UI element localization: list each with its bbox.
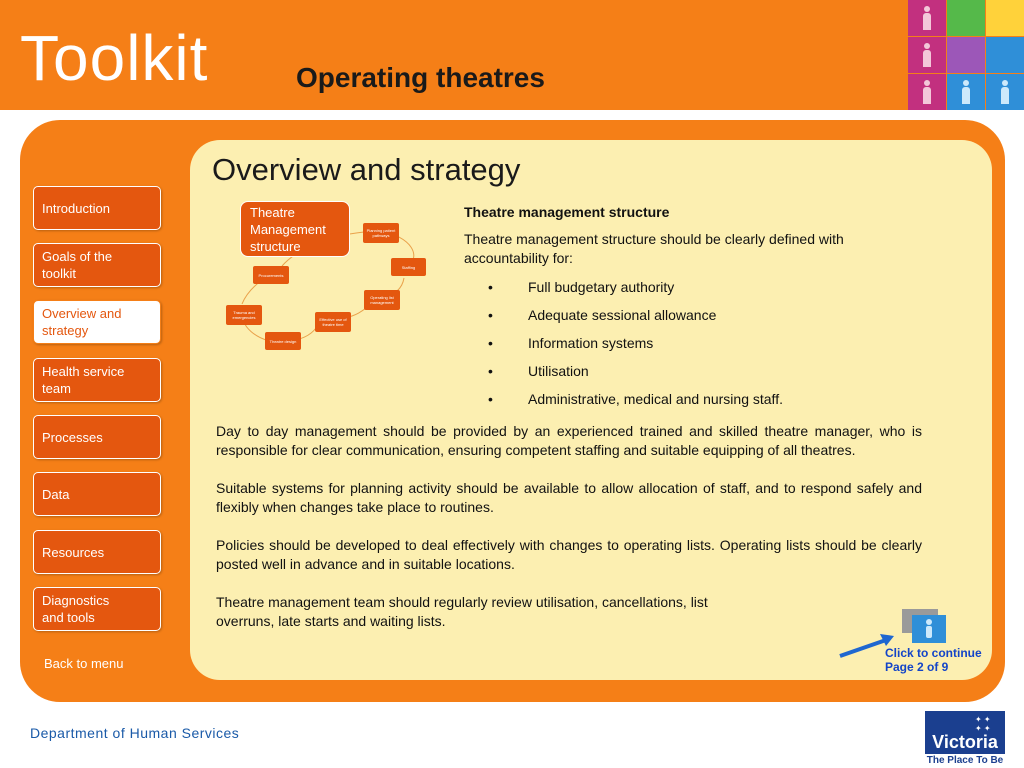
next-page-icon[interactable] <box>902 609 946 643</box>
diagram-node: Effective use of theatre time <box>315 312 351 332</box>
person-tile-icon <box>986 74 1024 110</box>
nav-label: Processes <box>42 429 103 445</box>
nav-introduction[interactable] <box>33 186 161 230</box>
nav-label: Diagnostics and tools <box>42 593 110 625</box>
nav-label: Health service team <box>42 364 125 396</box>
nav-label: Data <box>42 486 70 502</box>
blue-tile <box>986 37 1024 73</box>
department-label: Department of Human Services <box>30 725 240 741</box>
diagram-node: Operating list management <box>364 290 400 310</box>
paragraph: Day to day management should be provided by an experienced trained and skilled theatre manager, who is responsible for clear communication, ensuring competent staffing and suitable equipping of all theatres. <box>216 423 922 458</box>
green-tile <box>947 0 985 36</box>
nav-resources[interactable] <box>33 530 161 574</box>
app-title: Toolkit <box>20 22 209 94</box>
diagram-node: Procurements <box>253 266 289 284</box>
diagram-heading: Theatre Management structure <box>240 201 350 257</box>
nav-label: Overview and strategy <box>42 306 122 338</box>
paragraph: Policies should be developed to deal effectively with changes to operating lists. Operating lists should be clearly posted well in advance and in suitable locations. <box>216 537 922 572</box>
content-text <box>464 204 924 418</box>
person-tile-icon <box>908 37 946 73</box>
yellow-tile <box>986 0 1024 36</box>
nav-data[interactable] <box>33 472 161 516</box>
nav-label: Introduction <box>42 200 110 216</box>
diagram-node: Staffing <box>391 258 426 276</box>
purple-tile <box>947 37 985 73</box>
diagram-node: Theatre design <box>265 332 301 350</box>
paragraph: Theatre management team should regularly review utilisation, cancellations, list overruns, late starts and waiting lists. <box>216 594 708 629</box>
person-tile-icon <box>908 0 946 36</box>
accountability-list <box>464 278 924 409</box>
section-title: Operating theatres <box>296 62 545 93</box>
list-item: • Full budgetary authority <box>464 278 924 297</box>
victoria-logo <box>925 711 1005 768</box>
section-intro: Theatre management structure should be clearly defined with accountability for: <box>464 231 844 266</box>
person-tile-icon <box>947 74 985 110</box>
nav-processes[interactable] <box>33 415 161 459</box>
body-paragraphs <box>216 422 922 650</box>
list-item: • Adequate sessional allowance <box>464 306 924 325</box>
page-indicator: Page 2 of 9 <box>885 660 949 674</box>
diagram-node: Planning patient pathways <box>363 223 399 243</box>
continue-link[interactable] <box>885 646 982 674</box>
person-tile-icon <box>908 74 946 110</box>
nav-goals-of-toolkit[interactable] <box>33 243 161 287</box>
page-title: Overview and strategy <box>212 152 521 187</box>
nav-label: Resources <box>42 544 105 560</box>
continue-label: Click to continue <box>885 646 982 660</box>
list-item: • Administrative, medical and nursing staff. <box>464 390 924 409</box>
paragraph: Suitable systems for planning activity should be available to allow allocation of staff, and to respond safely and flexibly when changes take place to routines. <box>216 480 922 515</box>
back-to-menu-link[interactable]: Back to menu <box>44 656 124 671</box>
list-item: • Utilisation <box>464 362 924 381</box>
brand-name: Victoria <box>932 732 998 752</box>
section-heading: Theatre management structure <box>464 204 670 220</box>
header-tiles <box>908 0 1024 110</box>
nav-health-service-team[interactable] <box>33 358 161 402</box>
nav-diagnostics-and-tools[interactable] <box>33 587 161 631</box>
diagram-node: Trauma and emergencies <box>226 305 262 325</box>
nav-overview-and-strategy[interactable] <box>33 300 161 344</box>
stars-icon: ✦ ✦ ✦ ✦ <box>975 715 991 733</box>
header-bar <box>0 0 1024 110</box>
list-item: • Information systems <box>464 334 924 353</box>
nav-label: Goals of the toolkit <box>42 249 113 281</box>
brand-tagline: The Place To Be <box>926 755 1004 766</box>
